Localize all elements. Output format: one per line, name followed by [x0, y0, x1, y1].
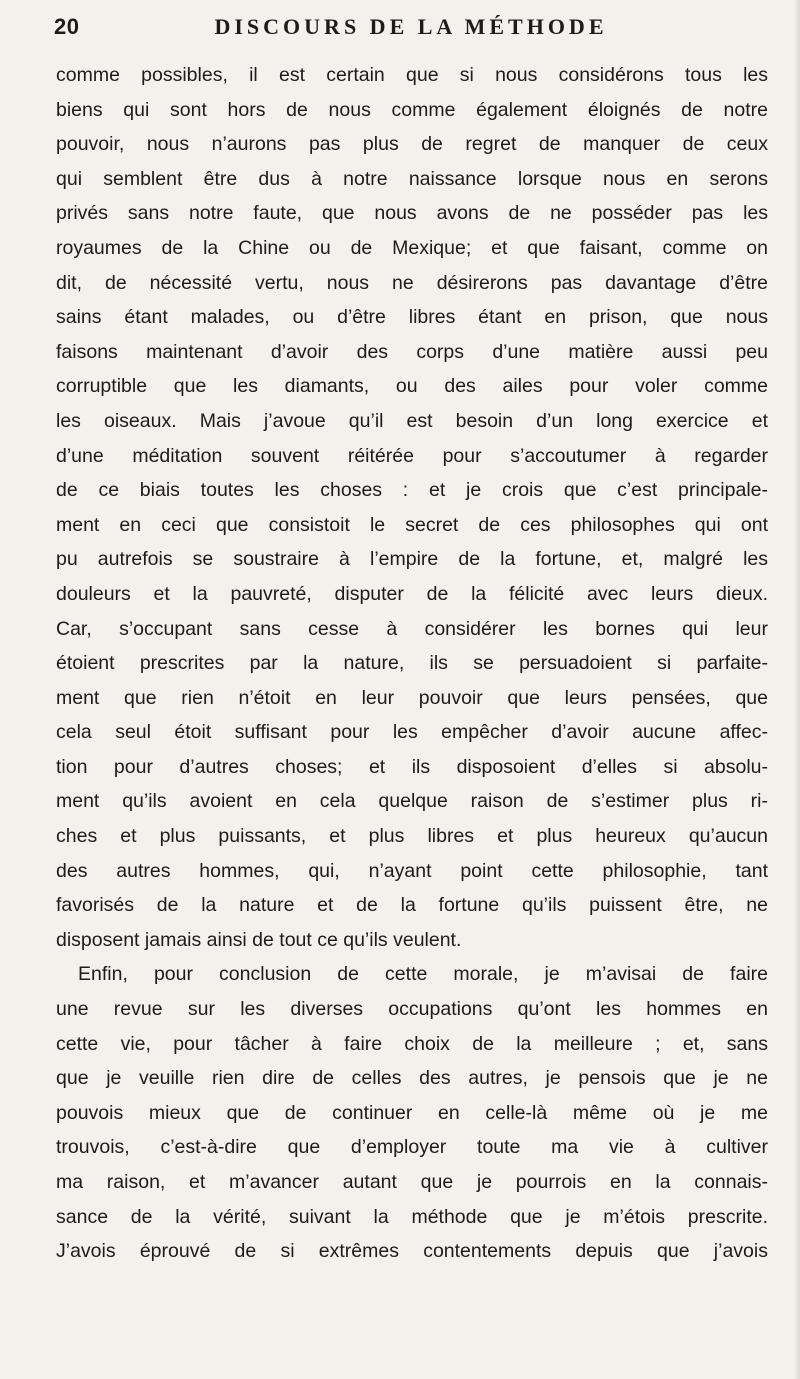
text-line: pu autrefois se soustraire à l’empire de la fortune, et, malgré les — [56, 548, 768, 571]
body-text — [56, 58, 768, 1269]
text-line: corruptible que les diamants, ou des ailes pour voler comme — [56, 375, 768, 398]
text-line: une revue sur les diverses occupations qu’ont les hommes en — [56, 998, 768, 1021]
running-title: DISCOURS DE LA MÉTHODE — [214, 14, 608, 39]
text-line: de ce biais toutes les choses : et je crois que c’est principale- — [56, 479, 768, 502]
text-line: royaumes de la Chine ou de Mexique; et que faisant, comme on — [56, 236, 768, 259]
text-line: favorisés de la nature et de la fortune qu’ils puissent être, ne — [56, 894, 768, 917]
text-line: ma raison, et m’avancer autant que je pourrois en la connais- — [56, 1171, 768, 1193]
text-line: douleurs et la pauvreté, disputer de la félicité avec leurs dieux. — [56, 582, 768, 605]
text-line: d’une méditation souvent réitérée pour s’accoutumer à regarder — [56, 444, 768, 467]
text-line: des autres hommes, qui, n’ayant point cette philosophie, tant — [56, 859, 768, 882]
text-line: ment que rien n’étoit en leur pouvoir que leurs pensées, que — [56, 686, 768, 709]
text-line: privés sans notre faute, que nous avons de ne posséder pas les — [56, 202, 768, 225]
text-line: cela seul étoit suffisant pour les empêcher d’avoir aucune affec- — [56, 721, 768, 744]
text-line: dit, de nécessité vertu, nous ne désirerons pas davantage d’être — [56, 271, 768, 294]
paragraph-end-line: disposent jamais ainsi de tout ce qu’ils veulent. — [56, 928, 462, 951]
text-line: trouvois, c’est-à-dire que d’employer toute ma vie à cultiver — [56, 1136, 768, 1159]
text-line: ment en ceci que consistoit le secret de ces philosophes qui ont — [56, 513, 768, 536]
text-line: qui semblent être dus à notre naissance lorsque nous en serons — [56, 167, 768, 190]
text-line: comme possibles, il est certain que si nous considérons tous les — [56, 64, 768, 86]
text-line: pouvoir, nous n’aurons pas plus de regret de manquer de ceux — [56, 133, 768, 156]
text-line: sains étant malades, ou d’être libres étant en prison, que nous — [56, 306, 768, 329]
text-line: tion pour d’autres choses; et ils disposoient d’elles si absolu- — [56, 755, 768, 778]
text-line: Car, s’occupant sans cesse à considérer les bornes qui leur — [56, 617, 768, 640]
page-edge-shadow — [794, 0, 800, 1379]
paragraph-start-line: Enfin, pour conclusion de cette morale, je m’avisai de faire — [78, 963, 768, 986]
text-line: faisons maintenant d’avoir des corps d’une matière aussi peu — [56, 340, 768, 363]
text-line: sance de la vérité, suivant la méthode que je m’étois prescrite. — [56, 1205, 768, 1228]
text-line: pouvois mieux que de continuer en celle-là même où je me — [56, 1101, 768, 1124]
text-line: que je veuille rien dire de celles des autres, je pensois que je ne — [56, 1067, 768, 1090]
page-header — [54, 14, 768, 54]
text-line: ment qu’ils avoient en cela quelque raison de s’estimer plus ri- — [56, 790, 768, 813]
page-number: 20 — [54, 14, 80, 39]
text-line: cette vie, pour tâcher à faire choix de la meilleure ; et, sans — [56, 1032, 768, 1055]
text-line: J’avois éprouvé de si extrêmes contentements depuis que j’avois — [56, 1240, 768, 1263]
text-line: biens qui sont hors de nous comme également éloignés de notre — [56, 98, 768, 121]
text-line: les oiseaux. Mais j’avoue qu’il est besoin d’un long exercice et — [56, 409, 768, 432]
text-line: ches et plus puissants, et plus libres et plus heureux qu’aucun — [56, 825, 768, 848]
text-line: étoient prescrites par la nature, ils se persuadoient si parfaite- — [56, 652, 768, 675]
